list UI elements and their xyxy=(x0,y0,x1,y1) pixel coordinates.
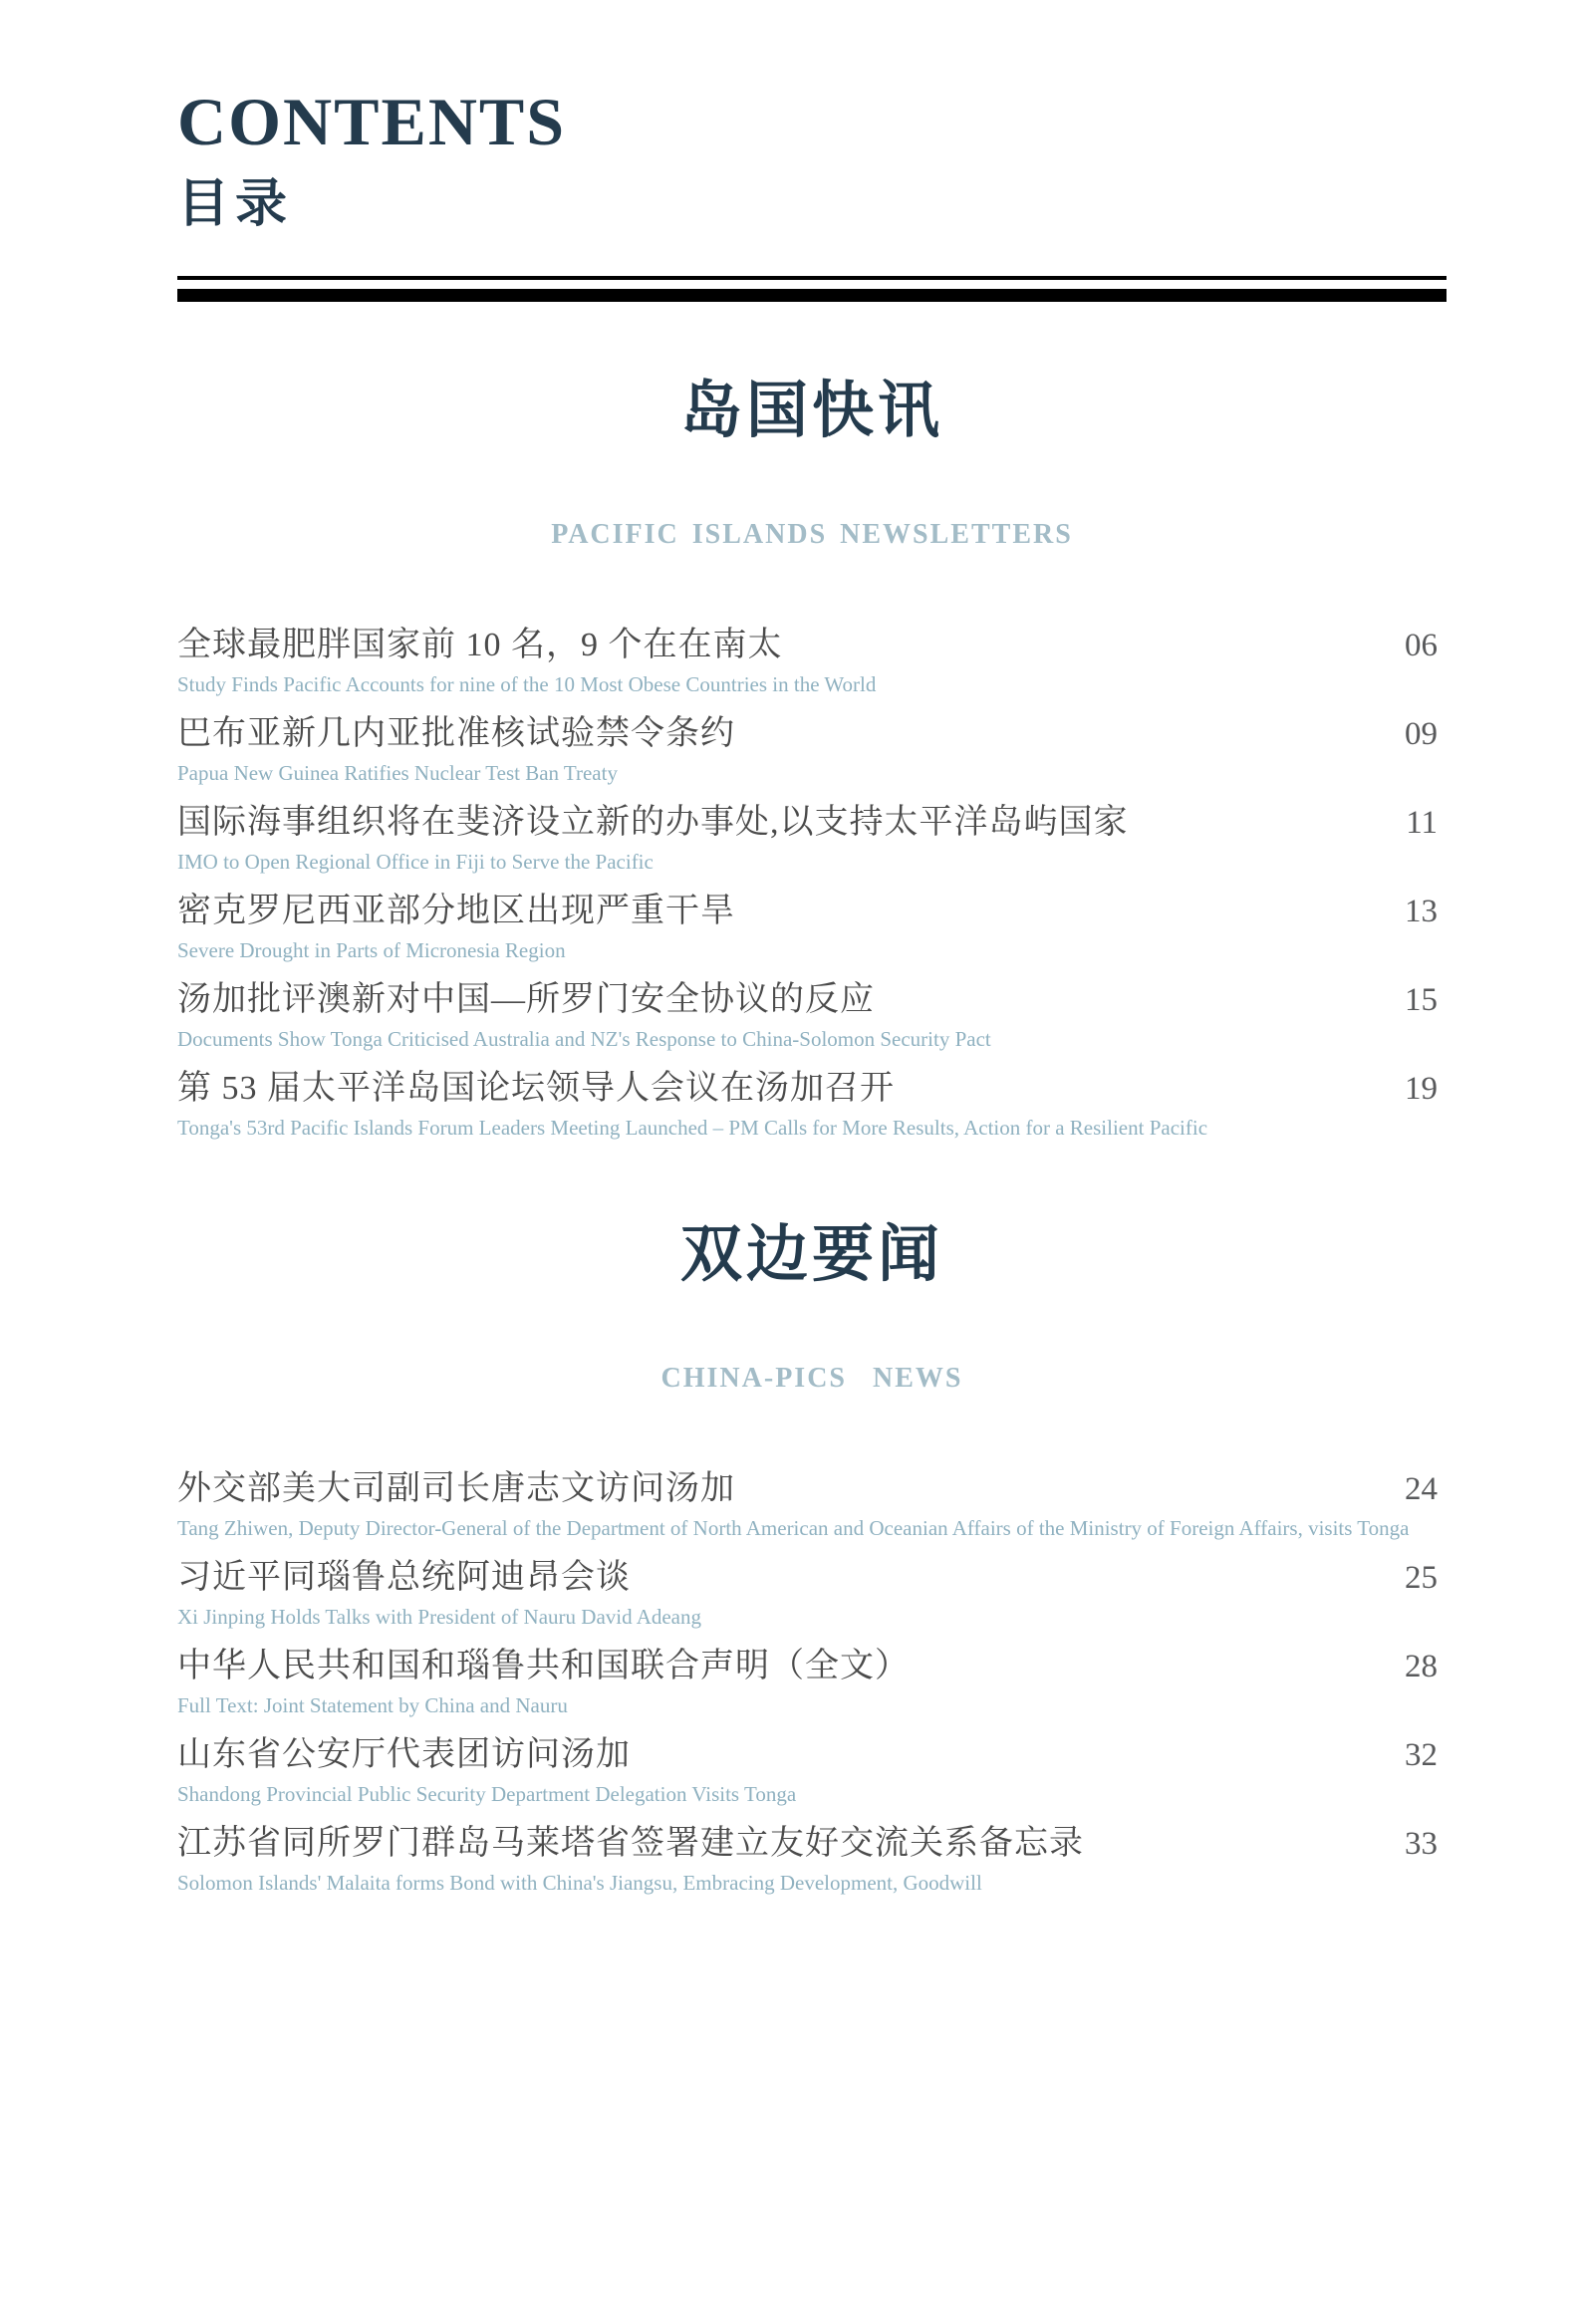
entry-page-number: 19 xyxy=(1405,1070,1438,1107)
entry-subtitle-en: Documents Show Tonga Criticised Australia and NZ's Response to China-Solomon Security Pact xyxy=(177,1026,991,1051)
entry-subtitle-en: Shandong Provincial Public Security Department Delegation Visits Tonga xyxy=(177,1781,797,1806)
toc-entry[interactable] xyxy=(177,893,1447,965)
entry-title-zh: 全球最肥胖国家前 10 名，9 个在在南太 xyxy=(177,626,783,663)
toc-entry[interactable] xyxy=(177,715,1447,788)
toc-entry[interactable] xyxy=(177,1559,1447,1632)
entry-title-zh: 巴布亚新几内亚批准核试验禁令条约 xyxy=(177,714,735,752)
toc-entry[interactable] xyxy=(177,627,1447,699)
entry-title-zh: 第 53 届太平洋岛国论坛领导人会议在汤加召开 xyxy=(177,1069,895,1107)
entry-page-number: 15 xyxy=(1405,981,1438,1018)
entry-title-zh: 汤加批评澳新对中国—所罗门安全协议的反应 xyxy=(177,980,875,1018)
entry-subtitle-en: Severe Drought in Parts of Micronesia Region xyxy=(177,937,566,962)
entry-title-zh: 山东省公安厅代表团访问汤加 xyxy=(177,1735,631,1773)
entry-page-number: 33 xyxy=(1405,1825,1438,1862)
toc-entry-list xyxy=(177,1470,1447,1898)
entry-page-number: 24 xyxy=(1405,1470,1438,1507)
entry-page-number: 28 xyxy=(1405,1648,1438,1684)
entry-page-number: 25 xyxy=(1405,1559,1438,1596)
toc-entry[interactable] xyxy=(177,1070,1447,1143)
section-heading-zh: 双边要闻 xyxy=(679,1220,943,1289)
entry-subtitle-en: Papua New Guinea Ratifies Nuclear Test Ban Treaty xyxy=(177,760,618,785)
divider-gap xyxy=(177,280,1447,289)
entry-subtitle-en: IMO to Open Regional Office in Fiji to Serve the Pacific xyxy=(177,849,654,874)
entry-subtitle-en: Tang Zhiwen, Deputy Director-General of the Department of North American and Oceanian Affairs of the Ministry of Foreign Affairs, visits Tonga xyxy=(177,1515,1410,1540)
entry-title-zh: 江苏省同所罗门群岛马莱塔省签署建立友好交流关系备忘录 xyxy=(177,1824,1084,1862)
divider xyxy=(177,276,1447,302)
toc-page xyxy=(177,84,1447,1898)
entry-page-number: 13 xyxy=(1405,893,1438,929)
entry-subtitle-en: Study Finds Pacific Accounts for nine of the 10 Most Obese Countries in the World xyxy=(177,671,877,696)
entry-page-number: 06 xyxy=(1405,627,1438,663)
section-heading-zh: 岛国快讯 xyxy=(679,378,943,445)
entry-subtitle-en: Xi Jinping Holds Talks with President of Nauru David Adeang xyxy=(177,1604,702,1629)
section-china-pics-news xyxy=(177,1222,1447,1898)
entry-subtitle-en: Solomon Islands' Malaita forms Bond with China's Jiangsu, Embracing Development, Goodwill xyxy=(177,1870,982,1895)
entry-title-zh: 外交部美大司副司长唐志文访问汤加 xyxy=(177,1469,735,1507)
entry-page-number: 32 xyxy=(1405,1736,1438,1773)
entry-subtitle-en: Tonga's 53rd Pacific Islands Forum Leaders Meeting Launched – PM Calls for More Results, Action for a Resilient Pacific xyxy=(177,1115,1208,1140)
entry-title-zh: 密克罗尼西亚部分地区出现严重干旱 xyxy=(177,892,735,929)
toc-entry-list xyxy=(177,627,1447,1143)
entry-page-number: 11 xyxy=(1406,804,1438,841)
entry-title-zh: 中华人民共和国和瑙鲁共和国联合声明（全文） xyxy=(177,1647,910,1684)
section-heading-en: CHINA-PICS NEWS xyxy=(660,1362,963,1394)
toc-entry[interactable] xyxy=(177,804,1447,877)
entry-page-number: 09 xyxy=(1405,715,1438,752)
entry-title-zh: 习近平同瑙鲁总统阿迪昂会谈 xyxy=(177,1558,631,1596)
entry-title-zh: 国际海事组织将在斐济设立新的办事处,以支持太平洋岛屿国家 xyxy=(177,803,1129,841)
page-title: CONTENTS xyxy=(177,84,567,159)
entry-subtitle-en: Full Text: Joint Statement by China and Nauru xyxy=(177,1692,568,1717)
section-pacific-islands-newsletters xyxy=(177,379,1447,1143)
toc-entry[interactable] xyxy=(177,1470,1447,1543)
divider-thick-line xyxy=(177,289,1447,302)
toc-entry[interactable] xyxy=(177,1648,1447,1720)
page-title-zh: 目录 xyxy=(177,176,294,233)
toc-entry[interactable] xyxy=(177,1825,1447,1898)
toc-entry[interactable] xyxy=(177,981,1447,1054)
section-heading-en: PACIFIC ISLANDS NEWSLETTERS xyxy=(551,518,1073,550)
toc-entry[interactable] xyxy=(177,1736,1447,1809)
